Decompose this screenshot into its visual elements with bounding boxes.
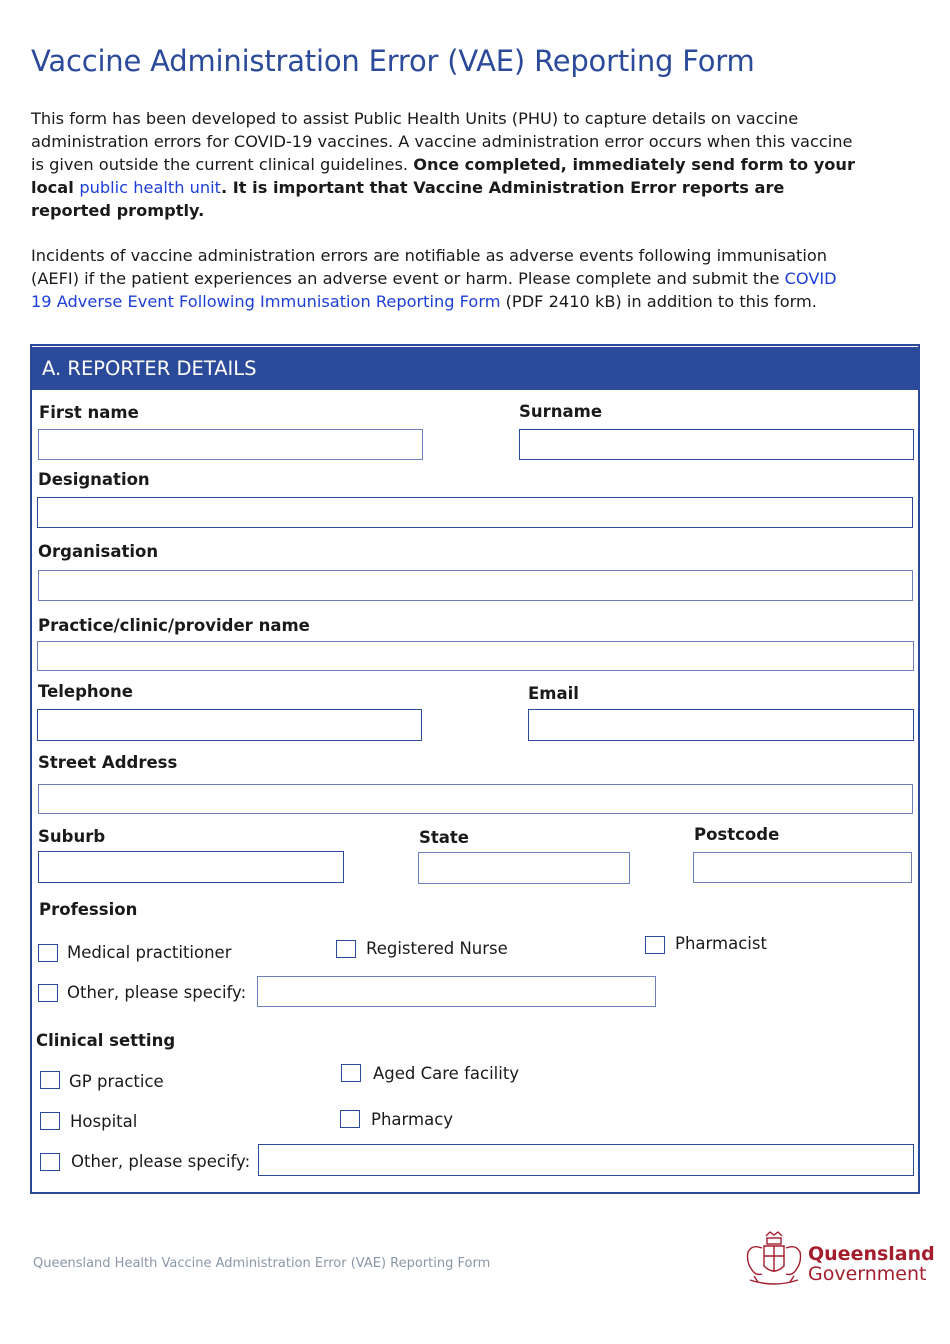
profession-other-label: Other, please specify: (67, 983, 247, 1002)
suburb-input[interactable] (38, 851, 344, 883)
gp-practice-checkbox[interactable] (40, 1071, 60, 1089)
email-input[interactable] (528, 709, 914, 741)
surname-label: Surname (519, 402, 603, 421)
practice-label: Practice/clinic/provider name (38, 616, 310, 635)
registered-nurse-label: Registered Nurse (366, 939, 508, 958)
postcode-label: Postcode (694, 825, 780, 844)
medical-practitioner-checkbox[interactable] (38, 944, 58, 962)
street-address-input[interactable] (38, 784, 913, 814)
surname-input[interactable] (519, 429, 914, 460)
registered-nurse-checkbox[interactable] (336, 940, 356, 958)
notice-text-2: (PDF 2410 kB) in addition to this form. (500, 292, 817, 311)
pharmacy-label: Pharmacy (371, 1110, 454, 1129)
telephone-label: Telephone (38, 682, 133, 701)
notice-paragraph (31, 244, 861, 313)
designation-label: Designation (38, 470, 150, 489)
hospital-label: Hospital (70, 1112, 138, 1131)
aged-care-checkbox[interactable] (341, 1064, 361, 1082)
clinical-setting-label: Clinical setting (36, 1031, 176, 1050)
page-title: Vaccine Administration Error (VAE) Reporting Form (31, 44, 755, 78)
public-health-unit-link[interactable]: public health unit (79, 178, 221, 197)
profession-other-input[interactable] (257, 976, 656, 1007)
medical-practitioner-label: Medical practitioner (67, 943, 232, 962)
practice-input[interactable] (37, 641, 914, 671)
suburb-label: Suburb (38, 827, 106, 846)
first-name-input[interactable] (38, 429, 423, 460)
state-input[interactable] (418, 852, 630, 884)
postcode-input[interactable] (693, 852, 912, 883)
telephone-input[interactable] (37, 709, 422, 741)
clinical-other-label: Other, please specify: (71, 1152, 251, 1171)
queensland-government-logo (808, 1244, 935, 1284)
profession-other-checkbox[interactable] (38, 984, 58, 1002)
gp-practice-label: GP practice (69, 1072, 164, 1091)
pharmacy-checkbox[interactable] (340, 1110, 360, 1128)
logo-line-1: Queensland (808, 1243, 935, 1265)
notice-text: Incidents of vaccine administration errors are notifiable as adverse events following immunisation (AEFI) if the patient experiences an adverse event or harm. Please complete and submit the (31, 246, 828, 288)
state-label: State (419, 828, 469, 847)
email-label: Email (528, 684, 579, 703)
aged-care-label: Aged Care facility (373, 1064, 520, 1083)
street-address-label: Street Address (38, 753, 178, 772)
pharmacist-label: Pharmacist (675, 934, 767, 953)
first-name-label: First name (39, 403, 139, 422)
section-heading: A. REPORTER DETAILS (32, 347, 918, 390)
intro-bold-text-2: . It is important that Vaccine Administration Error reports are reported promptly. (31, 178, 785, 220)
clinical-other-input[interactable] (258, 1144, 914, 1176)
organisation-label: Organisation (38, 542, 159, 561)
designation-input[interactable] (37, 497, 913, 528)
intro-paragraph (31, 107, 861, 222)
organisation-input[interactable] (38, 570, 913, 601)
intro-bold-text: Once completed, immediately send form to your local (31, 155, 855, 197)
hospital-checkbox[interactable] (40, 1112, 60, 1130)
clinical-other-checkbox[interactable] (40, 1153, 60, 1171)
profession-label: Profession (39, 900, 138, 919)
logo-line-2: Government (808, 1263, 927, 1285)
pharmacist-checkbox[interactable] (645, 936, 665, 954)
queensland-crest-icon (744, 1230, 804, 1288)
footer-text: Queensland Health Vaccine Administration Error (VAE) Reporting Form (33, 1256, 491, 1271)
aefi-form-link[interactable]: COVID 19 Adverse Event Following Immunisation Reporting Form (31, 269, 837, 311)
intro-text: This form has been developed to assist Public Health Units (PHU) to capture details on vaccine administration errors for COVID-19 vaccines. A vaccine administration error occurs when this vaccine is given outside the current clinical guidelines. (31, 109, 853, 174)
